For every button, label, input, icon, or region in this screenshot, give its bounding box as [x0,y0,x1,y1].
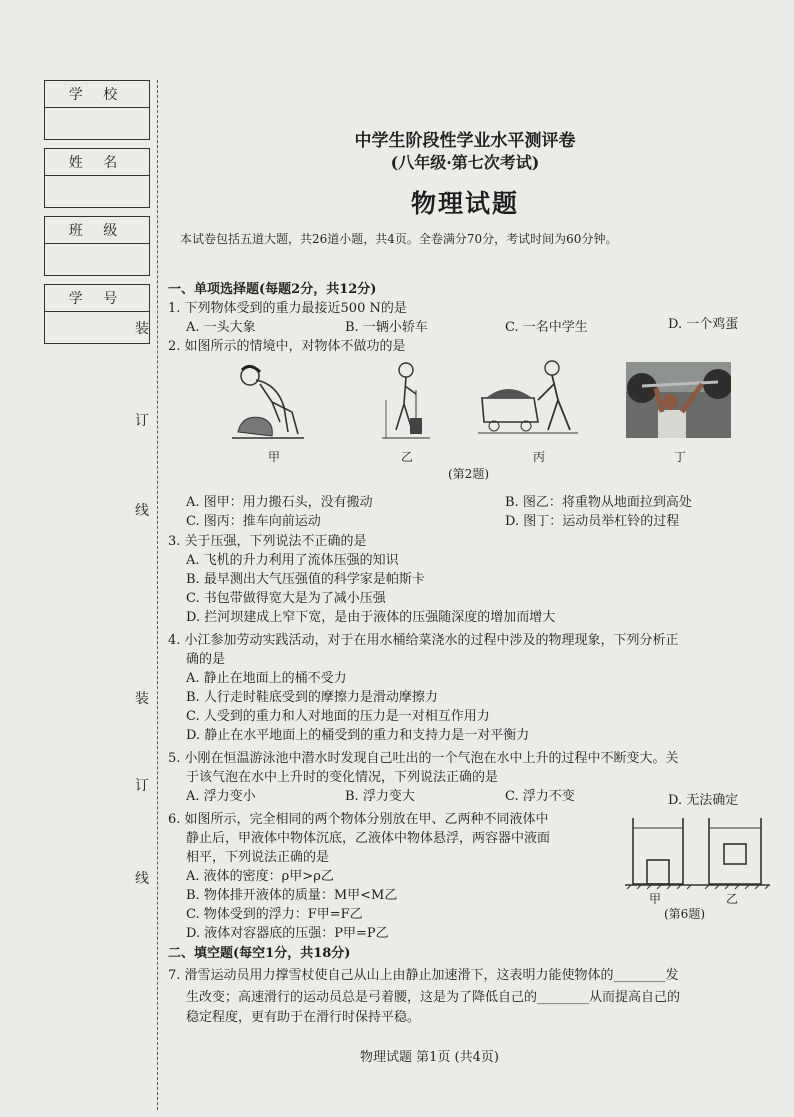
exam-instructions: 本试卷包括五道大题，共26道小题，共4页。全卷满分70分，考试时间为60分钟。 [180,232,618,246]
option-a[interactable]: A. 图甲：用力搬石头，没有搬动 [186,495,373,510]
figure-label: 甲 [268,450,281,464]
option-b[interactable]: B. 人行走时鞋底受到的摩擦力是滑动摩擦力 [186,690,438,705]
section-heading: 二、填空题(每空1分，共18分) [168,946,351,961]
option-b[interactable]: B. 图乙：将重物从地面拉到高处 [505,495,692,510]
option-b[interactable]: B. 一辆小轿车 [345,320,428,335]
figure-jia-lifting-stone [232,362,304,442]
option-c[interactable]: C. 一名中学生 [505,320,588,335]
binding-mark: 线 [135,871,149,887]
question-stem-continued: 静止后，甲液体中物体沉底，乙液体中物体悬浮，两容器中液面 [186,831,551,846]
option-d[interactable]: D. 无法确定 [668,793,739,808]
question-stem: 5. 小刚在恒温游泳池中潜水时发现自己吐出的一个气泡在水中上升的过程中不断变大。关 [168,751,679,766]
section-heading: 一、单项选择题(每题2分，共12分) [168,282,377,297]
figure-label: 丙 [533,450,546,464]
question-stem-continued: 相平，下列说法正确的是 [186,850,330,865]
figure-yi-lifting-weight [382,360,430,440]
option-b[interactable]: B. 物体排开液体的质量：M甲<M乙 [186,888,398,903]
option-a[interactable]: A. 静止在地面上的桶不受力 [186,671,347,686]
page-title: 物理试题 [410,189,519,218]
option-c[interactable]: C. 物体受到的浮力：F甲=F乙 [186,907,363,922]
exam-subtitle: (八年级·第七次考试) [390,153,540,172]
option-d[interactable]: D. 一个鸡蛋 [668,317,739,332]
class-label: 班 级 [44,216,150,244]
figure-two-containers [625,814,770,890]
question-stem: 3. 关于压强，下列说法不正确的是 [168,534,367,549]
figure-label: 乙 [401,450,414,464]
exam-series-title: 中学生阶段性学业水平测评卷 [354,131,576,151]
figure-ding-weightlifter [626,362,731,438]
page-footer: 物理试题 第1页 (共4页) [360,1050,499,1065]
figure-label: 甲 [649,892,662,906]
question-stem-continued: 稳定程度，更有助于在滑行时保持平稳。 [186,1010,421,1025]
binding-mark: 订 [135,778,149,794]
option-d[interactable]: D. 拦河坝建成上窄下宽，是由于液体的压强随深度的增加而增大 [186,610,556,625]
question-stem-continued: 确的是 [186,652,226,667]
option-a[interactable]: A. 一头大象 [186,320,256,335]
question-stem-continued: 于该气泡在水中上升时的变化情况，下列说法正确的是 [186,770,499,785]
option-a[interactable]: A. 飞机的升力利用了流体压强的知识 [186,553,399,568]
name-field[interactable] [44,176,150,208]
question-stem: 6. 如图所示，完全相同的两个物体分别放在甲、乙两种不同液体中 [168,812,549,827]
option-c[interactable]: C. 人受到的重力和人对地面的压力是一对相互作用力 [186,709,490,724]
option-d[interactable]: D. 液体对容器底的压强：P甲=P乙 [186,926,389,941]
school-field[interactable] [44,108,150,140]
school-label: 学 校 [44,80,150,108]
binding-mark: 线 [135,503,149,519]
student-id-label: 学 号 [44,284,150,312]
class-field[interactable] [44,244,150,276]
option-d[interactable]: D. 静止在水平地面上的桶受到的重力和支持力是一对平衡力 [186,728,530,743]
figure-caption: (第6题) [664,907,705,921]
binding-mark: 装 [135,691,149,707]
figure-caption: (第2题) [448,467,489,481]
figure-label: 丁 [674,450,687,464]
name-label: 姓 名 [44,148,150,176]
student-info-table [44,80,150,352]
binding-line [157,80,158,1110]
binding-mark: 装 [135,321,149,337]
question-stem-continued: 生改变；高速滑行的运动员总是弓着腰，这是为了降低自己的________从而提高自己的 [186,990,681,1005]
option-a[interactable]: A. 液体的密度：ρ甲>ρ乙 [186,869,334,884]
figure-label: 乙 [726,892,739,906]
question-stem: 4. 小江参加劳动实践活动，对于在用水桶给菜浇水的过程中涉及的物理现象，下列分析正 [168,633,679,648]
option-b[interactable]: B. 浮力变大 [345,789,415,804]
option-c[interactable]: C. 图丙：推车向前运动 [186,514,321,529]
option-a[interactable]: A. 浮力变小 [186,789,256,804]
option-b[interactable]: B. 最早测出大气压强值的科学家是帕斯卡 [186,572,425,587]
figure-bing-pushing-cart [478,358,578,438]
question-stem: 2. 如图所示的情境中，对物体不做功的是 [168,339,406,354]
option-d[interactable]: D. 图丁：运动员举杠铃的过程 [505,514,680,529]
option-c[interactable]: C. 书包带做得宽大是为了减小压强 [186,591,386,606]
option-c[interactable]: C. 浮力不变 [505,789,575,804]
binding-mark: 订 [135,413,149,429]
question-stem: 1. 下列物体受到的重力最接近500 N的是 [168,301,407,316]
question-stem: 7. 滑雪运动员用力撑雪杖使自己从山上由静止加速滑下，这表明力能使物体的________发 [168,968,679,983]
